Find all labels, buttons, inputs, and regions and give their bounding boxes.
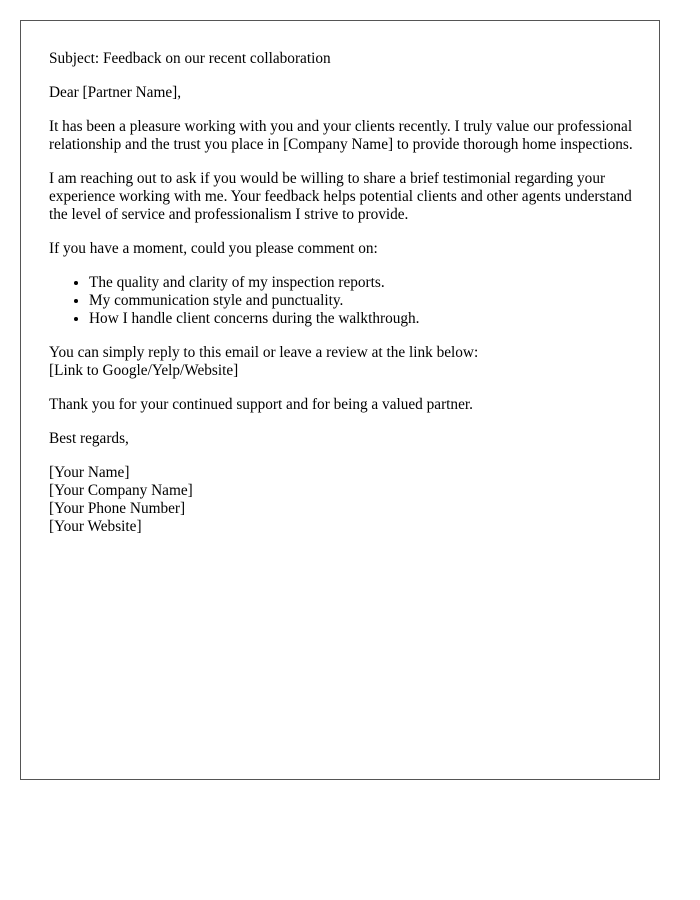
- signature-company: [Your Company Name]: [49, 482, 193, 499]
- intro-paragraph: It has been a pleasure working with you and your clients recently. I truly value our professional relationship and the trust you place in [Company Name] to provide thorough home inspections.: [49, 118, 633, 153]
- letter-frame: [20, 20, 660, 780]
- list-item: • How I handle client concerns during the walkthrough.: [89, 310, 631, 328]
- reply-paragraph: [49, 344, 639, 380]
- signature-phone: [Your Phone Number]: [49, 500, 186, 517]
- feedback-topics-list: [49, 274, 631, 328]
- signature-name: [Your Name]: [49, 464, 130, 481]
- signature-website: [Your Website]: [49, 518, 142, 535]
- greeting: Dear [Partner Name],: [49, 84, 182, 101]
- reply-instruction: You can simply reply to this email or leave a review at the link below:: [49, 344, 479, 361]
- list-item: • My communication style and punctuality.: [89, 292, 631, 310]
- subject-line: Subject: Feedback on our recent collaboration: [49, 50, 331, 67]
- thanks-paragraph: Thank you for your continued support and for being a valued partner.: [49, 396, 473, 413]
- prompt-paragraph: If you have a moment, could you please comment on:: [49, 240, 378, 257]
- request-paragraph: I am reaching out to ask if you would be willing to share a brief testimonial regarding your experience working with me. Your feedback helps potential clients and other agents understand the level of service and professionalism I strive to provide.: [49, 170, 632, 223]
- signature-block: [49, 464, 631, 536]
- closing: Best regards,: [49, 430, 129, 447]
- review-link-placeholder: [Link to Google/Yelp/Website]: [49, 362, 239, 379]
- list-item: • The quality and clarity of my inspection reports.: [89, 274, 631, 292]
